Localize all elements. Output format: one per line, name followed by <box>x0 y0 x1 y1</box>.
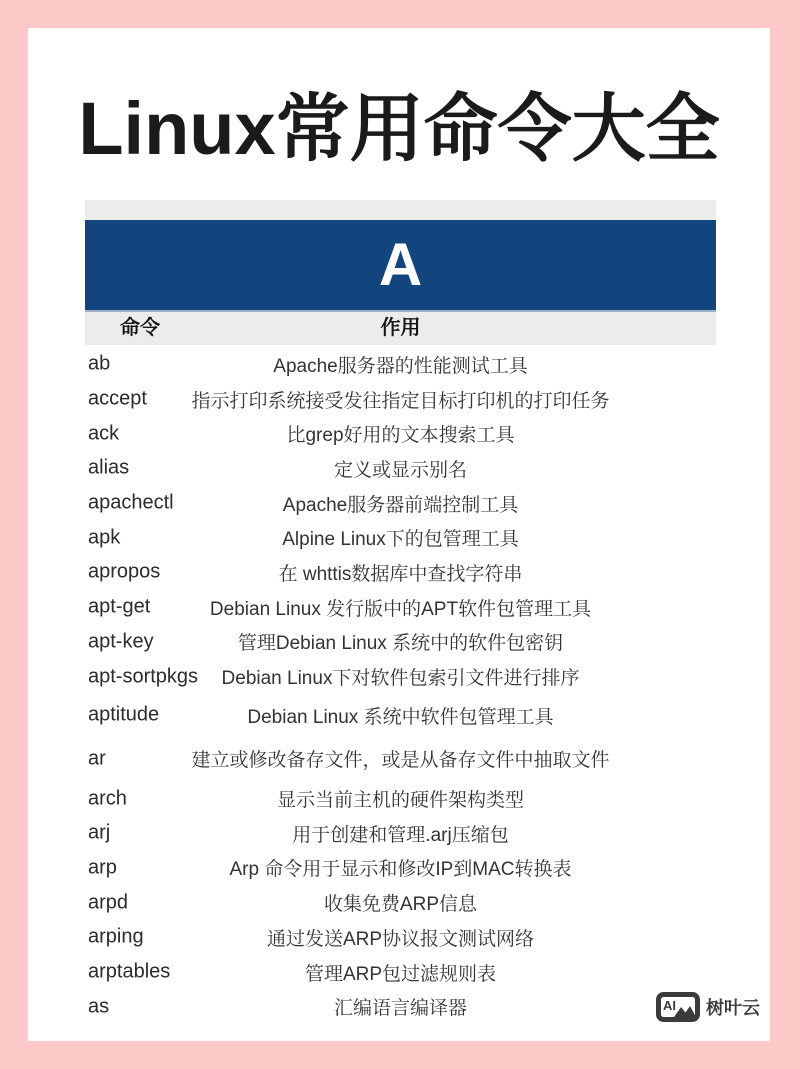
command-text: apropos <box>88 560 161 583</box>
command-text: arpd <box>88 891 129 914</box>
command-text: arping <box>88 925 144 948</box>
command-text: ack <box>88 422 120 445</box>
action-text: 指示打印系统接受发往指定目标打印机的打印任务 <box>191 390 610 412</box>
command-text: arj <box>88 821 111 844</box>
brand-name: 树叶云 <box>706 998 760 1018</box>
action-text: Apache服务器前端控制工具 <box>282 494 519 516</box>
table-row <box>85 989 716 1024</box>
action-text: Debian Linux下对软件包索引文件进行排序 <box>221 668 580 690</box>
table-row <box>85 625 716 660</box>
action-text: 显示当前主机的硬件架构类型 <box>276 790 524 812</box>
ai-image-icon <box>655 991 701 1023</box>
table-row <box>85 816 716 851</box>
svg-text:AI: AI <box>663 998 676 1013</box>
table-row <box>85 486 716 521</box>
table-row <box>85 698 716 733</box>
action-text: 汇编语言编译器 <box>333 998 467 1020</box>
action-text: 在 whttis数据库中查找字符串 <box>278 563 523 585</box>
command-text: arch <box>88 787 127 810</box>
header-command-label: 命令 <box>120 317 160 339</box>
command-text: as <box>88 995 110 1018</box>
action-text: 建立或修改备存文件，或是从备存文件中抽取文件 <box>191 750 610 772</box>
command-text: alias <box>88 456 130 479</box>
action-text: 管理ARP包过滤规则表 <box>304 963 497 985</box>
header-action-label: 作用 <box>380 317 421 339</box>
table-row <box>85 920 716 955</box>
table-row <box>85 347 716 382</box>
action-text: 用于创建和管理.arj压缩包 <box>292 824 509 846</box>
action-text: Arp 命令用于显示和修改IP到MAC转换表 <box>229 859 572 881</box>
table-row <box>85 885 716 920</box>
action-text: 定义或显示别名 <box>333 459 467 481</box>
command-text: arptables <box>88 960 171 983</box>
table-row <box>85 555 716 590</box>
table-header-row <box>85 312 716 345</box>
brand-logo <box>655 991 760 1023</box>
table-row <box>85 520 716 555</box>
action-text: Alpine Linux下的包管理工具 <box>282 529 519 551</box>
table-body <box>85 345 716 1024</box>
table-row <box>85 781 716 816</box>
action-text: 管理Debian Linux 系统中的软件包密钥 <box>237 633 564 655</box>
action-text: 比grep好用的文本搜索工具 <box>286 425 515 447</box>
action-text: Debian Linux 发行版中的APT软件包管理工具 <box>209 598 592 620</box>
table-row <box>85 590 716 625</box>
command-text: aptitude <box>88 703 160 726</box>
table-row <box>85 659 716 694</box>
action-text: Apache服务器的性能测试工具 <box>273 355 528 377</box>
command-text: accept <box>88 387 147 410</box>
action-text: 收集免费ARP信息 <box>323 894 478 916</box>
table-row <box>85 955 716 990</box>
content-card <box>28 28 770 1041</box>
section-letter: A <box>378 231 423 298</box>
command-text: apt-get <box>88 595 151 618</box>
top-gray-strip <box>85 200 716 220</box>
command-text: ar <box>88 747 106 770</box>
table-row <box>85 382 716 417</box>
command-text: apk <box>88 526 121 549</box>
action-text: Debian Linux 系统中软件包管理工具 <box>247 706 554 728</box>
action-text: 通过发送ARP协议报文测试网络 <box>266 928 535 950</box>
table-row <box>85 451 716 486</box>
section-letter-band <box>85 220 716 312</box>
table-row <box>85 742 716 777</box>
command-text: apt-key <box>88 630 154 653</box>
command-text: apt-sortpkgs <box>88 665 199 688</box>
command-text: arp <box>88 856 117 879</box>
command-text: apachectl <box>88 491 174 514</box>
command-table <box>85 200 716 1024</box>
table-row <box>85 851 716 886</box>
page-title: Linux常用命令大全 <box>78 87 720 170</box>
table-row <box>85 416 716 451</box>
command-text: ab <box>88 352 111 375</box>
